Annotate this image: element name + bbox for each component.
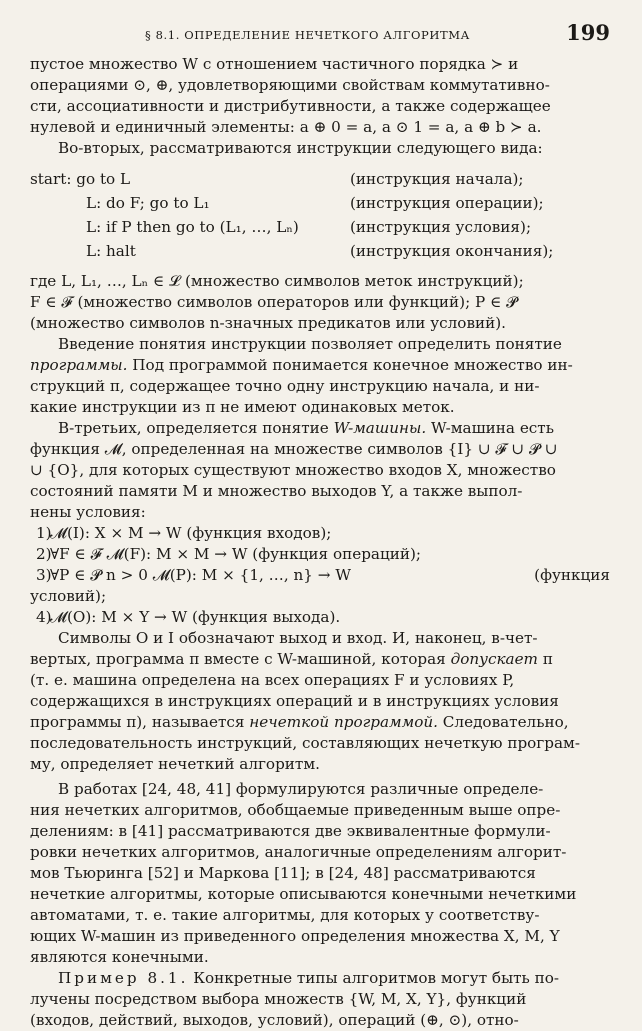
text-line: В-третьих, определяется понятие bbox=[58, 419, 334, 437]
text-line: му, определяет нечеткий алгоритм. bbox=[30, 755, 320, 773]
text-line: какие инструкции из π не имеют одинаковых меток. bbox=[30, 398, 455, 416]
text-line: ющих W-машин из приведенного определения множества X, M, Y bbox=[30, 927, 560, 945]
text-line: π bbox=[537, 650, 553, 668]
text-line: W-машина есть bbox=[426, 419, 554, 437]
text-line: где L, L₁, …, Lₙ ∈ 𝓛 (множество символов меток инструкций); bbox=[30, 272, 524, 290]
program-paragraph bbox=[30, 334, 610, 418]
text-line: автоматами, т. е. такие алгоритмы, для которых у соответству- bbox=[30, 906, 540, 924]
text-line: состояний памяти M и множество выходов Y, а также выпол- bbox=[30, 482, 523, 500]
machine-paragraph bbox=[30, 418, 610, 523]
condition-item bbox=[36, 565, 610, 586]
condition-label: 2) bbox=[36, 545, 52, 563]
text-line: Под программой понимается конечное множество ин- bbox=[127, 356, 573, 374]
text-line: последовательность инструкций, составляющих нечеткую програм- bbox=[30, 734, 580, 752]
example-label: Пример 8.1. bbox=[58, 969, 189, 987]
condition-text: 𝓜(I): X × M → W (функция входов); bbox=[50, 524, 332, 542]
text-line: F ∈ 𝓕 (множество символов операторов или функций); P ∈ 𝓟 bbox=[30, 293, 518, 311]
text-line: являются конечными. bbox=[30, 948, 209, 966]
term-fuzzy-program: нечеткой программой. bbox=[249, 713, 438, 731]
condition-list bbox=[30, 523, 610, 628]
instruction-code: L: do F; go to L₁ bbox=[86, 194, 210, 212]
text-line: Символы O и I обозначают выход и вход. И, наконец, в-чет- bbox=[58, 629, 538, 647]
text-line: содержащихся в инструкциях операций и в инструкциях условия bbox=[30, 692, 559, 710]
instruction-code: L: halt bbox=[86, 242, 136, 260]
text-line: делениям: в [41] рассматриваются две эквивалентные формули- bbox=[30, 822, 551, 840]
condition-continuation: условий); bbox=[30, 587, 107, 605]
term-programs: программы. bbox=[30, 356, 128, 374]
text-line: (входов, действий, выходов, условий), операций (⊕, ⊙), отно- bbox=[30, 1011, 519, 1029]
term-w-machine: W-машины. bbox=[333, 419, 427, 437]
instruction-desc: (инструкция окончания); bbox=[350, 242, 554, 260]
page-number: 199 bbox=[566, 20, 610, 45]
fuzzy-program-paragraph bbox=[30, 628, 610, 775]
page-header bbox=[30, 20, 610, 54]
text-line: нены условия: bbox=[30, 503, 146, 521]
instruction-row bbox=[30, 191, 610, 215]
text-line: (множество символов n-значных предикатов или условий). bbox=[30, 314, 506, 332]
condition-tail: (функция bbox=[534, 566, 610, 584]
instruction-list bbox=[30, 167, 610, 263]
text-line: нечеткие алгоритмы, которые описываются конечными нечеткими bbox=[30, 885, 577, 903]
condition-label: 3) bbox=[36, 566, 52, 584]
text-line: мов Тьюринга [52] и Маркова [11]; в [24, 48] рассматриваются bbox=[30, 864, 536, 882]
condition-item bbox=[36, 607, 610, 628]
instruction-row bbox=[30, 167, 610, 191]
instruction-code: L: if P then go to (L₁, …, Lₙ) bbox=[86, 218, 299, 236]
text-line: пустое множество W с отношением частичного порядка ≻ и bbox=[30, 55, 519, 73]
condition-text: 𝓜(O): M × Y → W (функция выхода). bbox=[50, 608, 341, 626]
instruction-desc: (инструкция операции); bbox=[350, 194, 544, 212]
text-line: ровки нечетких алгоритмов, аналогичные определениям алгорит- bbox=[30, 843, 567, 861]
text-line: В работах [24, 48, 41] формулируются различные определе- bbox=[58, 780, 544, 798]
text-line: операциями ⊙, ⊕, удовлетворяющими свойствам коммутативно- bbox=[30, 76, 550, 94]
text-line: (т. е. машина определена на всех операциях F и условиях P, bbox=[30, 671, 515, 689]
intro-paragraph bbox=[30, 54, 610, 138]
text-line: ния нечетких алгоритмов, обобщаемые приведенным выше опре- bbox=[30, 801, 561, 819]
text-line: ∪ {O}, для которых существуют множество входов X, множество bbox=[30, 461, 556, 479]
text-line: Следовательно, bbox=[437, 713, 569, 731]
where-paragraph bbox=[30, 271, 610, 334]
works-paragraph bbox=[30, 779, 610, 968]
condition-label: 4) bbox=[36, 608, 52, 626]
condition-text: ∀P ∈ 𝓟 n > 0 𝓜(P): M × {1, …, n} → W bbox=[50, 566, 351, 584]
text-line: Конкретные типы алгоритмов могут быть по- bbox=[188, 969, 560, 987]
condition-text: ∀F ∈ 𝓕 𝓜(F): M × M → W (функция операций); bbox=[50, 545, 422, 563]
condition-item bbox=[36, 544, 610, 565]
instruction-code: start: go to L bbox=[30, 170, 131, 188]
condition-item bbox=[36, 523, 610, 544]
text-line: струкций π, содержащее точно одну инструкцию начала, и ни- bbox=[30, 377, 540, 395]
text-line: лучены посредством выбора множеств {W, M, X, Y}, функций bbox=[30, 990, 527, 1008]
condition-label: 1) bbox=[36, 524, 52, 542]
page-body bbox=[30, 54, 610, 1031]
secondly-paragraph: Во-вторых, рассматриваются инструкции следующего вида: bbox=[58, 139, 543, 157]
instruction-desc: (инструкция начала); bbox=[350, 170, 524, 188]
text-line: нулевой и единичный элементы: a ⊕ 0 = a, a ⊙ 1 = a, a ⊕ b ≻ a. bbox=[30, 118, 542, 136]
text-line: функция 𝓜, определенная на множестве символов {I} ∪ 𝓕 ∪ 𝓟 ∪ bbox=[30, 440, 558, 458]
text-line: программы π), называется bbox=[30, 713, 250, 731]
text-line: вертых, программа π вместе с W-машиной, которая bbox=[30, 650, 451, 668]
running-head: § 8.1. ОПРЕДЕЛЕНИЕ НЕЧЕТКОГО АЛГОРИТМА bbox=[145, 28, 470, 42]
instruction-desc: (инструкция условия); bbox=[350, 218, 532, 236]
book-page bbox=[30, 20, 610, 1031]
instruction-row bbox=[30, 215, 610, 239]
text-line: Введение понятия инструкции позволяет определить понятие bbox=[58, 335, 562, 353]
term-admits: допускает bbox=[450, 650, 538, 668]
instruction-row bbox=[30, 239, 610, 263]
text-line: сти, ассоциативности и дистрибутивности, а также содержащее bbox=[30, 97, 551, 115]
